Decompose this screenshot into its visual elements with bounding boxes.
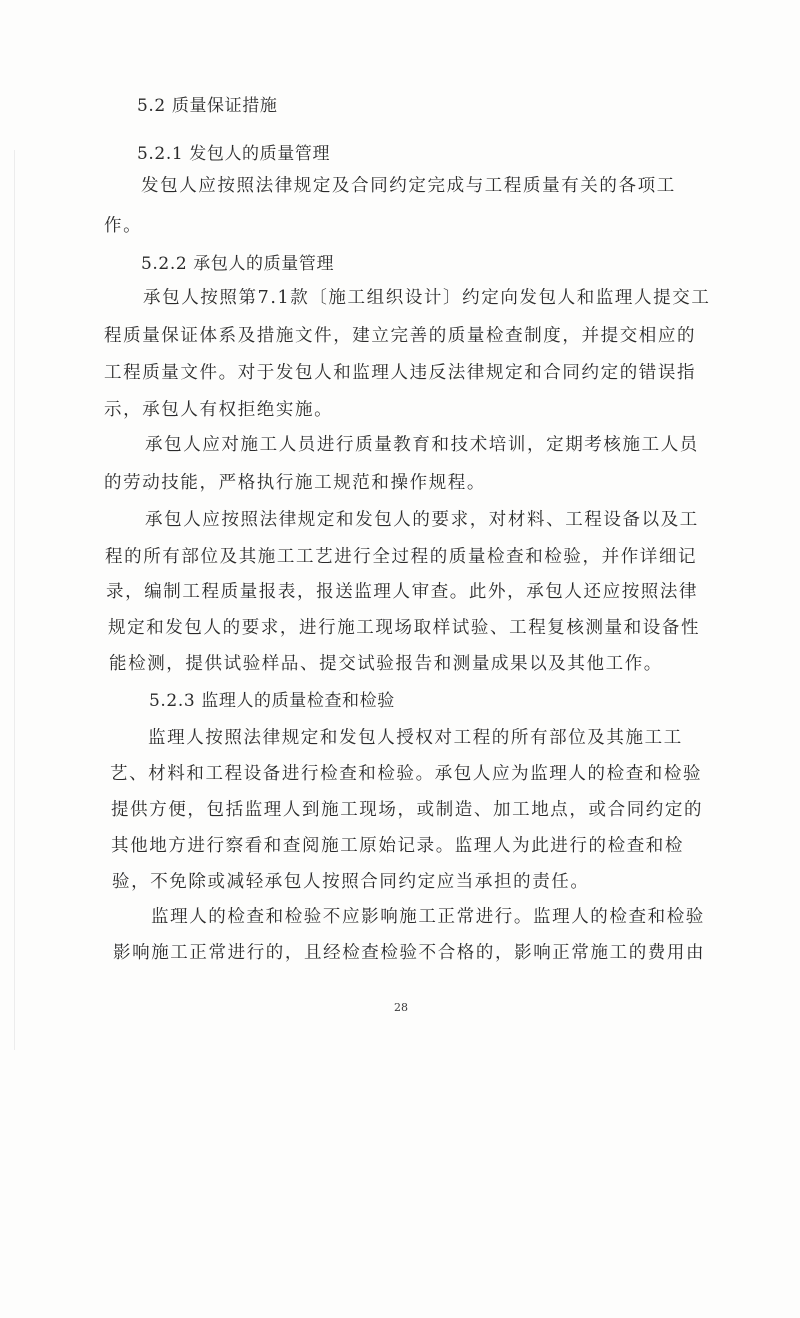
- paragraph-line: 程质量保证体系及措施文件，建立完善的质量检查制度，并提交相应的: [104, 326, 697, 346]
- paragraph-line: 承包人应对施工人员进行质量教育和技术培训，定期考核施工人员: [145, 435, 699, 455]
- section-heading-5-2-3: 5.2.3 监理人的质量检查和检验: [149, 691, 395, 711]
- section-heading-5-2-1: 5.2.1 发包人的质量管理: [137, 144, 331, 164]
- paragraph-line: 录，编制工程质量报表，报送监理人审查。此外，承包人还应按照法律: [106, 582, 699, 602]
- paragraph-line: 提供方便，包括监理人到施工现场，或制造、加工地点，或合同约定的: [111, 800, 704, 820]
- paragraph-line: 的劳动技能，严格执行施工规范和操作规程。: [104, 473, 486, 493]
- paragraph-line: 其他地方进行察看和查阅施工原始记录。监理人为此进行的检查和检: [111, 836, 684, 856]
- paragraph-line: 艺、材料和工程设备进行检查和检验。承包人应为监理人的检查和检验: [110, 764, 703, 784]
- paragraph-line: 作。: [104, 216, 143, 236]
- paragraph-line: 程的所有部位及其施工工艺进行全过程的质量检查和检验，并作详细记: [105, 547, 698, 567]
- paragraph-line: 验，不免除或减轻承包人按照合同约定应当承担的责任。: [112, 872, 590, 892]
- paragraph-line: 能检测，提供试验样品、提交试验报告和测量成果以及其他工作。: [109, 654, 663, 674]
- paragraph-line: 示，承包人有权拒绝实施。: [104, 400, 334, 420]
- paragraph-line: 规定和发包人的要求，进行施工现场取样试验、工程复核测量和设备性: [108, 618, 701, 638]
- paragraph-line: 监理人按照法律规定和发包人授权对工程的所有部位及其施工工: [148, 728, 683, 748]
- paragraph-line: 影响施工正常进行的，且经检查检验不合格的，影响正常施工的费用由: [113, 943, 706, 963]
- paragraph-line: 监理人的检查和检验不应影响施工正常进行。监理人的检查和检验: [151, 907, 705, 927]
- paragraph-line: 承包人应按照法律规定和发包人的要求，对材料、工程设备以及工: [145, 510, 699, 530]
- paragraph-line: 承包人按照第7.1款〔施工组织设计〕约定向发包人和监理人提交工: [143, 288, 711, 308]
- paragraph-line: 发包人应按照法律规定及合同约定完成与工程质量有关的各项工: [141, 176, 676, 196]
- paragraph-line: 工程质量文件。对于发包人和监理人违反法律规定和合同约定的错误指: [104, 363, 697, 383]
- section-heading-5-2: 5.2 质量保证措施: [137, 96, 278, 116]
- scan-shadow-edge: [14, 150, 15, 1050]
- page-number: 28: [394, 1001, 408, 1014]
- section-heading-5-2-2: 5.2.2 承包人的质量管理: [141, 254, 335, 274]
